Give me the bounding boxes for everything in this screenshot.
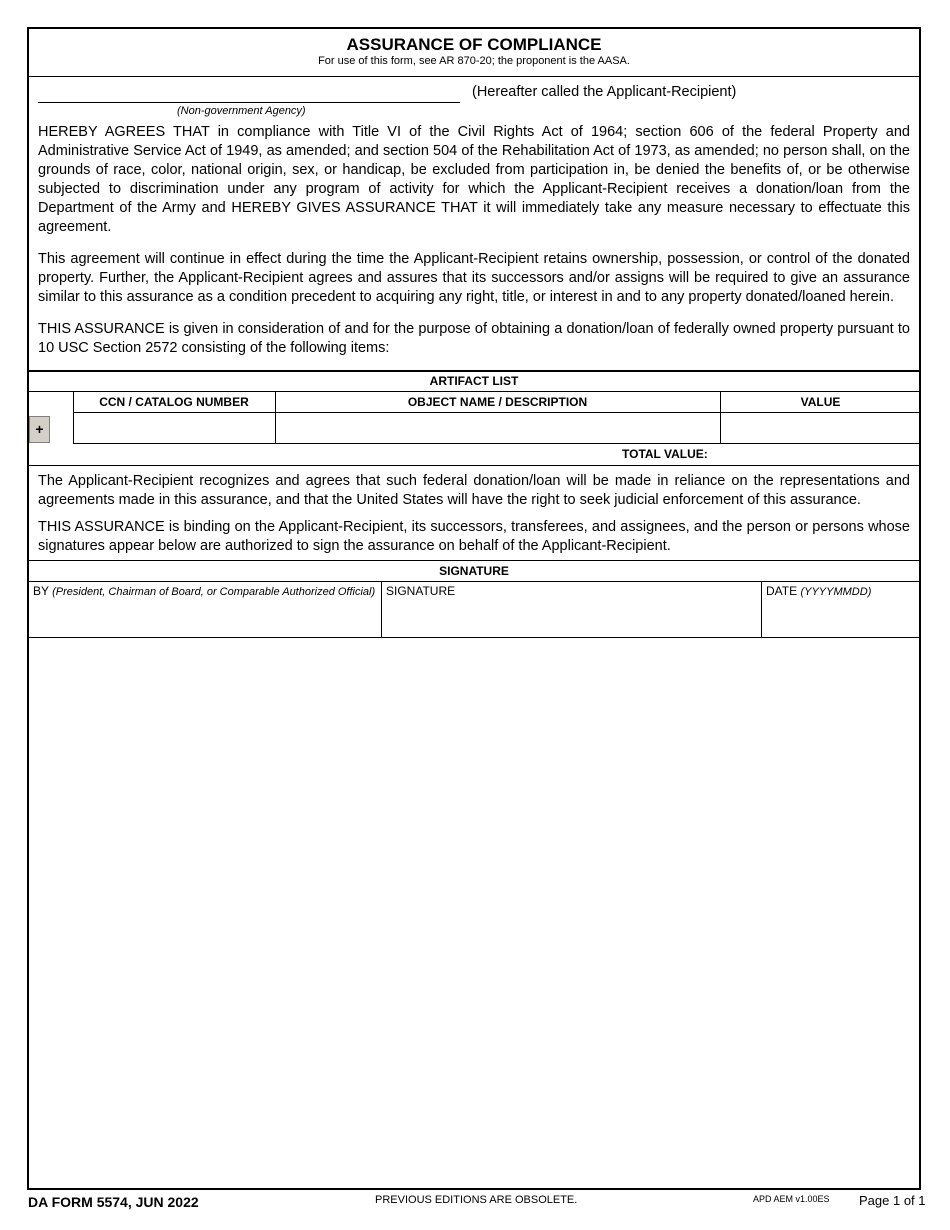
by-hint: (President, Chairman of Board, or Comparable Authorized Official) <box>52 586 376 598</box>
form-header <box>29 29 919 77</box>
add-row-button[interactable]: + <box>29 416 50 443</box>
total-value-field <box>719 444 919 465</box>
agency-caption: (Non-government Agency) <box>177 105 306 117</box>
signature-input[interactable] <box>386 611 757 633</box>
page-footer <box>0 1192 950 1222</box>
signature-heading: SIGNATURE <box>29 560 919 582</box>
agency-underline <box>38 102 460 103</box>
page-number: Page 1 of 1 <box>859 1193 926 1208</box>
column-header-value: VALUE <box>720 392 921 413</box>
artifact-table <box>29 392 919 466</box>
signature-label: SIGNATURE <box>386 584 456 598</box>
form-subtitle: For use of this form, see AR 870-20; the proponent is the AASA. <box>318 55 630 67</box>
column-header-description: OBJECT NAME / DESCRIPTION <box>275 392 720 413</box>
consideration-paragraph: THIS ASSURANCE is given in consideration of and for the purpose of obtaining a donation/loan of federally owned property pursuant to 10 USC Section 2572 consisting of the following items: <box>38 321 910 356</box>
agency-section <box>29 77 919 121</box>
date-label: DATE <box>766 584 798 598</box>
total-value-input[interactable] <box>719 444 923 467</box>
binding-paragraph: THIS ASSURANCE is binding on the Applicant-Recipient, its successors, transferees, and assignees, and the person or persons whose signatures appear below are authorized to sign the assurance on behalf of the Applicant-Recipient. <box>38 519 910 554</box>
artifact-list-heading: ARTIFACT LIST <box>29 370 919 392</box>
apd-version: APD AEM v1.00ES <box>753 1194 830 1204</box>
description-input[interactable] <box>276 414 720 443</box>
form-title: ASSURANCE OF COMPLIANCE <box>346 35 602 54</box>
by-label: BY <box>33 584 49 598</box>
by-input[interactable] <box>33 611 377 633</box>
form-number: DA FORM 5574, JUN 2022 <box>28 1194 199 1210</box>
value-cell <box>721 414 921 444</box>
description-cell <box>276 414 720 444</box>
agency-name-input[interactable] <box>38 83 460 102</box>
ccn-cell <box>74 414 275 444</box>
date-hint: (YYYYMMDD) <box>800 586 872 598</box>
date-cell <box>762 582 921 637</box>
ccn-input[interactable] <box>74 414 275 443</box>
by-cell <box>29 582 382 637</box>
value-input[interactable] <box>721 414 921 443</box>
date-input[interactable] <box>766 611 917 633</box>
signature-cell <box>382 582 762 637</box>
applicant-recipient-label: (Hereafter called the Applicant-Recipient) <box>472 84 737 100</box>
signature-row <box>29 582 919 638</box>
column-header-ccn: CCN / CATALOG NUMBER <box>73 392 275 413</box>
form-container <box>27 27 921 1190</box>
agreement-paragraph: HEREBY AGREES THAT in compliance with Title VI of the Civil Rights Act of 1964; section 606 of the federal Property and Administrative Service Act of 1949, as amended; and section 504 of the Rehabilitation Act of 1973, as amended; no person shall, on the grounds of race, color, national origin, sex, or handicap, be excluded from participation in, be denied the benefits of, or be otherwise subjected to discrimination under any program of activity for which the Applicant-Recipient receives a donation/loan from the Department of the Army and HEREBY GIVES ASSURANCE THAT it will immediately take any measure necessary to effectuate this agreement. <box>38 124 910 235</box>
reliance-paragraph: The Applicant-Recipient recognizes and agrees that such federal donation/loan will be made in reliance on the representations and agreements made in this assurance, and that the United States will have the right to seek judicial enforcement of this assurance. <box>38 473 910 508</box>
previous-editions-note: PREVIOUS EDITIONS ARE OBSOLETE. <box>375 1194 578 1206</box>
continuation-paragraph: This agreement will continue in effect during the time the Applicant-Recipient retains ownership, possession, or control of the donated property. Further, the Applicant-Recipient agrees and assures that its successors and/or assigns will be required to give an assurance similar to this assurance as a condition precedent to acquiring any right, title, or interest in and to any property donated/loaned herein. <box>38 251 910 305</box>
total-value-label: TOTAL VALUE: <box>622 447 708 461</box>
